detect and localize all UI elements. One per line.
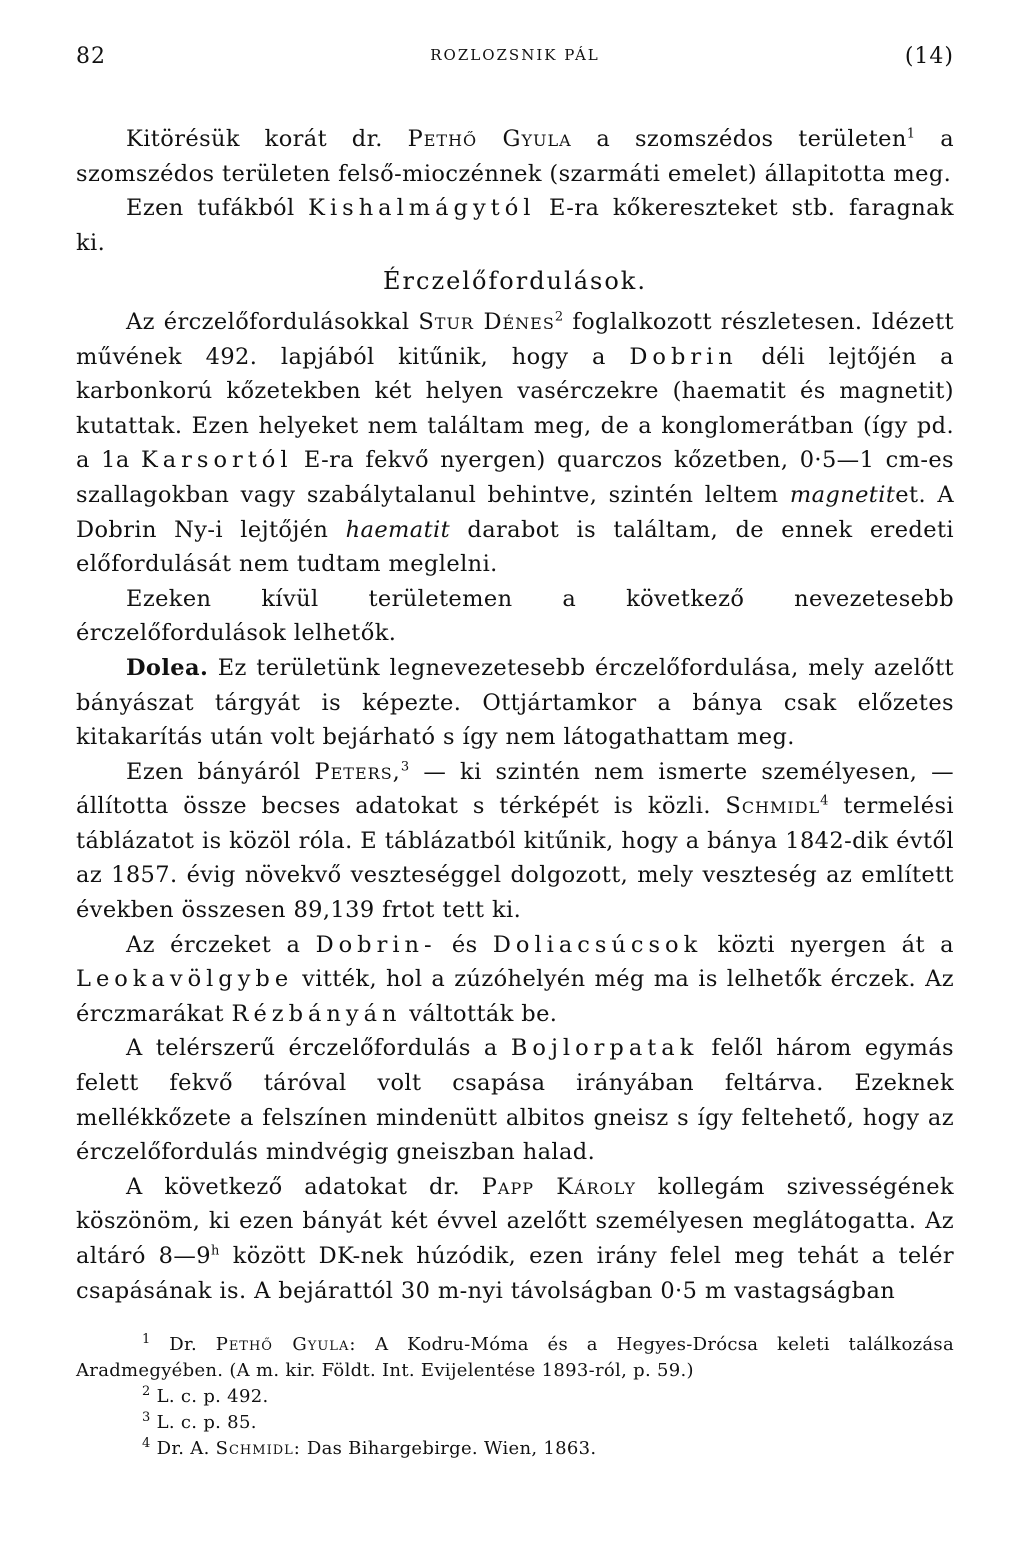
author-name: Pethő Gyula xyxy=(407,126,572,152)
author-name: Schmidl: xyxy=(215,1438,301,1459)
paragraph-6: Ezen bányáról Peters,$^3$ — ki szintén nem ismerte személyesen, — állította össze becses adatokat s térképét is közli. Schmidl$^4$ termelési táblázatot is közöl róla. E táblázatból kitűnik, hogy a bánya 1842-dik évtől az 1857. évig növekvő veszteséggel dolgozott, mely veszteség az említett években összesen 89,139 frtot tett ki. xyxy=(76,758,955,924)
footnote-ref-2[interactable]: 2 xyxy=(554,309,564,325)
footnote-2: $^2$ L. c. p. 492. xyxy=(142,1384,269,1407)
author-name: Schmidl xyxy=(725,793,821,820)
paragraph-5: Dolea. Ez területünk legnevezetesebb érczelőfordulása, mely azelőtt bányászat tárgyát is képezte. Ottjártamkor a bánya csak előzetes kitakarítás után volt bejárható s így nem látogathattam meg. xyxy=(76,654,954,751)
place-name: Bojlorpatak xyxy=(510,1035,699,1062)
superscript-h: h xyxy=(211,1243,220,1259)
mineral-name: haematit xyxy=(345,516,451,543)
paragraph-7: Az érczeket a Dobrin- és Doliacsúcsok közti nyergen át a Leokavölgybe vitték, hol a zúzóhelyén még ma is lelhetők érczek. Az érczmarákat Rézbányán váltották be. xyxy=(76,931,954,1027)
page-header xyxy=(76,44,954,74)
footnote-4: $^4$ Dr. A. Schmidl: Das Bihargebirge. Wien, 1863. xyxy=(142,1436,597,1459)
mineral-name: magnetit xyxy=(789,481,896,508)
footnote-ref-3[interactable]: 3 xyxy=(400,759,410,775)
paragraph-4: Ezeken kívül területemen a következő nevezetesebb érczelőfordulások lelhetők. xyxy=(76,585,954,647)
author-name: Peters, xyxy=(314,758,401,785)
paragraph-9: A következő adatokat dr. Papp Károly kollegám szivességének köszönöm, ki ezen bányát két évvel azelőtt személyesen meglátogatta. Az altáró 8—9$^h$ között DK-nek húzódik, ezen irány felel meg tehát a telér csapásának is. A bejárattól 30 m-nyi távolságban 0·5 m vastagságban xyxy=(76,1173,955,1304)
place-name: Karsortól xyxy=(140,447,293,474)
running-title: ROZLOZSNIK PÁL xyxy=(430,46,600,64)
place-name: Rézbányán xyxy=(231,1000,402,1027)
author-name: Pethő Gyula: xyxy=(215,1334,357,1355)
footnotes xyxy=(76,1332,954,1462)
footnote-ref-1[interactable]: 1 xyxy=(906,126,916,142)
locality-heading: Dolea. xyxy=(126,654,209,681)
place-name: Kishalmágytól xyxy=(308,195,536,222)
place-name: Doliacsúcsok xyxy=(492,931,703,958)
paragraph-2: Ezen tufákból Kishalmágytól E-ra kőkereszteket stb. faragnak ki. xyxy=(76,195,955,256)
author-name: Stur Dénes xyxy=(418,308,555,335)
author-name: Papp Károly xyxy=(481,1173,636,1200)
paragraph-8: A telérszerű érczelőfordulás a Bojlorpatak felől három egymás felett fekvő táróval volt csapása irányában feltárva. Ezeknek mellékkőzete a felszínen mindenütt albitos gneisz s így feltehető, hogy az érczelőfordulás mindvégig gneiszban halad. xyxy=(76,1035,955,1166)
sheet-number: (14) xyxy=(904,44,954,69)
place-name: Leokavölgybe xyxy=(76,966,294,993)
footnote-ref-4[interactable]: 4 xyxy=(820,793,829,809)
page-number: 82 xyxy=(76,44,106,69)
footnote-1: $^1$ Dr. Pethő Gyula: A Kodru-Móma és a Hegyes-Drócsa keleti találkozása Aradmegyében. (A m. kir. Földt. Int. Evijelentése 1893-ról, p. 59.) xyxy=(76,1332,954,1381)
paragraph-1: Kitörésük korát dr. Pethő Gyula a szomszédos területen$^1$ a szomszédos területen felső-mioczénnek (szarmáti emelet) állapitotta meg. xyxy=(76,126,955,187)
section-heading: Érczelőfordulások. xyxy=(383,267,647,296)
body-text xyxy=(76,122,954,1308)
place-name: Dobrin xyxy=(629,343,738,370)
footnote-3: $^3$ L. c. p. 85. xyxy=(142,1410,257,1433)
place-name: Dobrin- xyxy=(315,931,437,958)
paragraph-3: Az érczelőfordulásokkal Stur Dénes$^2$ foglalkozott részletesen. Idézett művének 492. lapjából kitűnik, hogy a Dobrin déli lejtőjén a karbonkorú kőzetekben két helyen vasérczekre (haematit és magnetit) kutattak. Ezen helyeket nem találtam meg, de a konglomerátban (így pd. a 1a Karsortól E-ra fekvő nyergen) quarczos kőzetben, 0·5—1 cm-es szallagokban vagy szabálytalanul behintve, szintén leltem magnetitet. A Dobrin Ny-i lejtőjén haematit darabot is találtam, de ennek eredeti előfordulását nem tudtam meglelni. xyxy=(76,308,954,578)
